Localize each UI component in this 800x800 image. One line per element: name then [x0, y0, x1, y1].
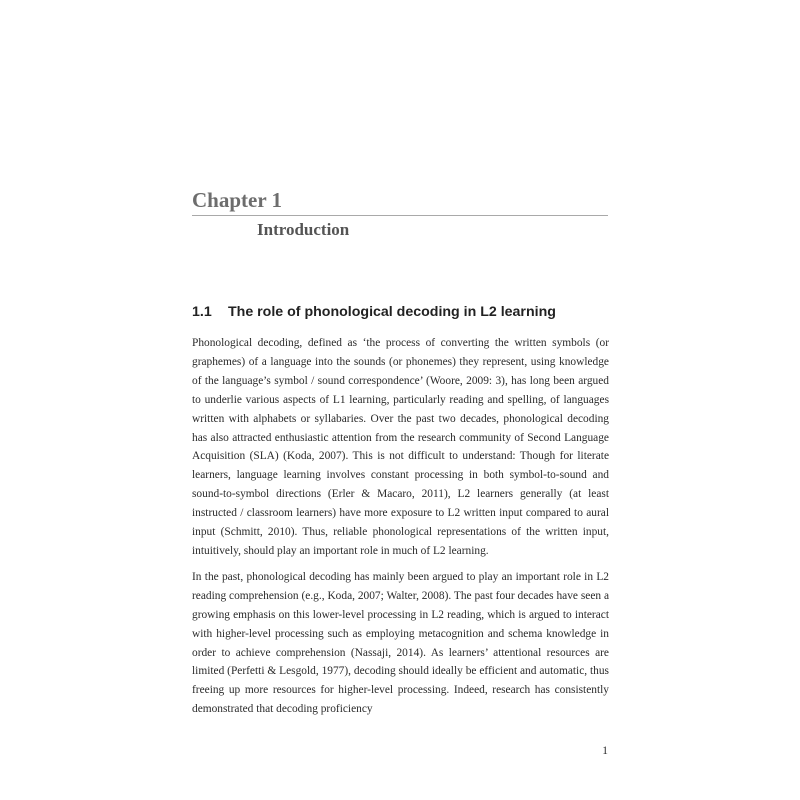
chapter-label: Chapter 1 — [192, 186, 608, 216]
page-number: 1 — [602, 745, 608, 757]
body-text — [192, 334, 609, 726]
paragraph-1: Phonological decoding, defined as ‘the process of converting the written symbols (or graphemes) of a language into the sounds (or phonemes) they represent, using knowledge of the language’s symbol / sound correspondence’ (Woore, 2009: 3), has long been argued to underlie various aspects of L1 learning, particularly reading and spelling, of languages written with alphabets or syllabaries. Over the past two decades, phonological decoding has also attracted enthusiastic attention from the research community of Second Language Acquisition (SLA) (Koda, 2007). This is not difficult to understand: Though for literate learners, language learning involves constant processing in both symbol-to-sound and sound-to-symbol directions (Erler & Macaro, 2011), L2 learners generally (at least instructed / classroom learners) have more exposure to L2 written input compared to aural input (Schmitt, 2010). Thus, reliable phonological representations of the written input, intuitively, should play an important role in much of L2 learning. — [192, 337, 609, 557]
section-number: 1.1 — [192, 304, 212, 320]
chapter-heading — [192, 186, 608, 242]
section-heading — [192, 302, 608, 322]
chapter-title: Introduction — [257, 220, 350, 239]
section-title: The role of phonological decoding in L2 learning — [228, 304, 556, 320]
paragraph-2: In the past, phonological decoding has mainly been argued to play an important role in L2 reading comprehension (e.g., Koda, 2007; Walter, 2008). The past four decades have seen a growing emphasis on this lower-level processing in L2 reading, which is argued to interact with higher-level processing such as employing metacognition and schema knowledge in order to achieve comprehension (Nassaji, 2014). As learners’ attentional resources are limited (Perfetti & Lesgold, 1977), decoding should ideally be efficient and automatic, thus freeing up more resources for higher-level processing. Indeed, research has consistently demonstrated that decoding proficiency — [192, 570, 609, 716]
